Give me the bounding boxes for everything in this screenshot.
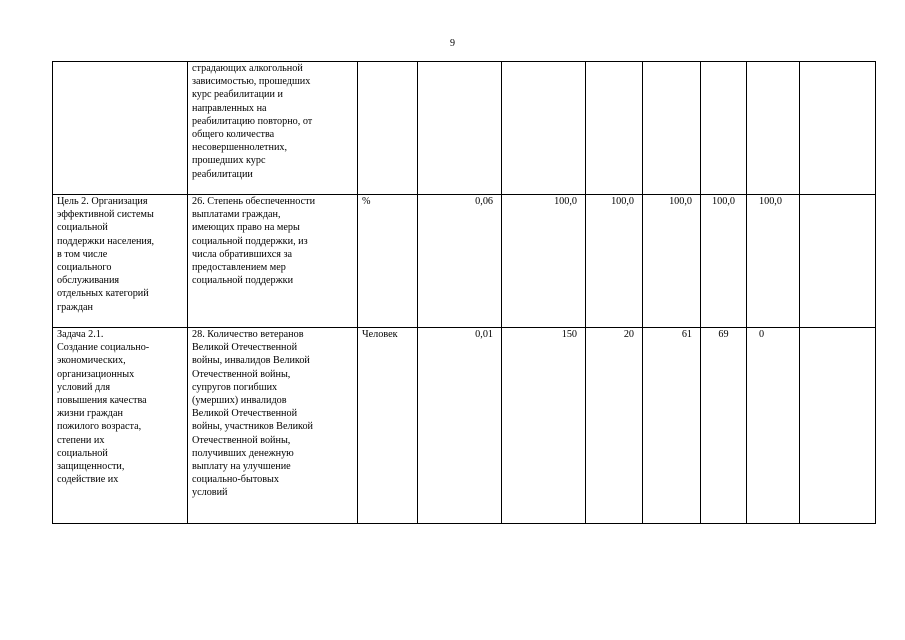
goal-cell [53, 62, 188, 195]
extra-cell [800, 62, 876, 195]
value-cell: 0,06 [418, 195, 502, 328]
goal-cell: Задача 2.1. Создание социально- экономических, организационных условий для повышения качества жизни граждан пожилого возраста, степени их социальной защищенности, содействие их [53, 328, 188, 524]
table-row [53, 328, 876, 524]
value-cell [643, 62, 701, 195]
value-cell: 0,01 [418, 328, 502, 524]
unit-cell: Человек [358, 328, 418, 524]
unit-cell: % [358, 195, 418, 328]
extra-cell [800, 195, 876, 328]
value-cell: 100,0 [643, 195, 701, 328]
value-cell: 100,0 [701, 195, 747, 328]
page-number: 9 [450, 38, 455, 49]
value-cell [747, 62, 800, 195]
value-cell: 20 [586, 328, 643, 524]
indicator-cell: 28. Количество ветеранов Великой Отечественной войны, инвалидов Великой Отечественной войны, супругов погибших (умерших) инвалидов Великой Отечественной войны, участников Великой Отечественной войны, получивших денежную выплату на улучшение социально-бытовых условий [188, 328, 358, 524]
value-cell: 61 [643, 328, 701, 524]
value-cell [502, 62, 586, 195]
table-row [53, 62, 876, 195]
value-cell [701, 62, 747, 195]
unit-cell [358, 62, 418, 195]
value-cell: 150 [502, 328, 586, 524]
indicators-table [52, 61, 876, 524]
value-cell [418, 62, 502, 195]
value-cell: 100,0 [747, 195, 800, 328]
value-cell [586, 62, 643, 195]
value-cell: 69 [701, 328, 747, 524]
indicator-cell: 26. Степень обеспеченности выплатами граждан, имеющих право на меры социальной поддержки, из числа обратившихся за предоставлением мер социальной поддержки [188, 195, 358, 328]
table-row [53, 195, 876, 328]
extra-cell [800, 328, 876, 524]
goal-cell: Цель 2. Организация эффективной системы социальной поддержки населения, в том числе социального обслуживания отдельных категорий граждан [53, 195, 188, 328]
value-cell: 100,0 [502, 195, 586, 328]
value-cell: 0 [747, 328, 800, 524]
value-cell: 100,0 [586, 195, 643, 328]
indicator-cell: страдающих алкогольной зависимостью, прошедших курс реабилитации и направленных на реабилитацию повторно, от общего количества несовершеннолетних, прошедших курс реабилитации [188, 62, 358, 195]
